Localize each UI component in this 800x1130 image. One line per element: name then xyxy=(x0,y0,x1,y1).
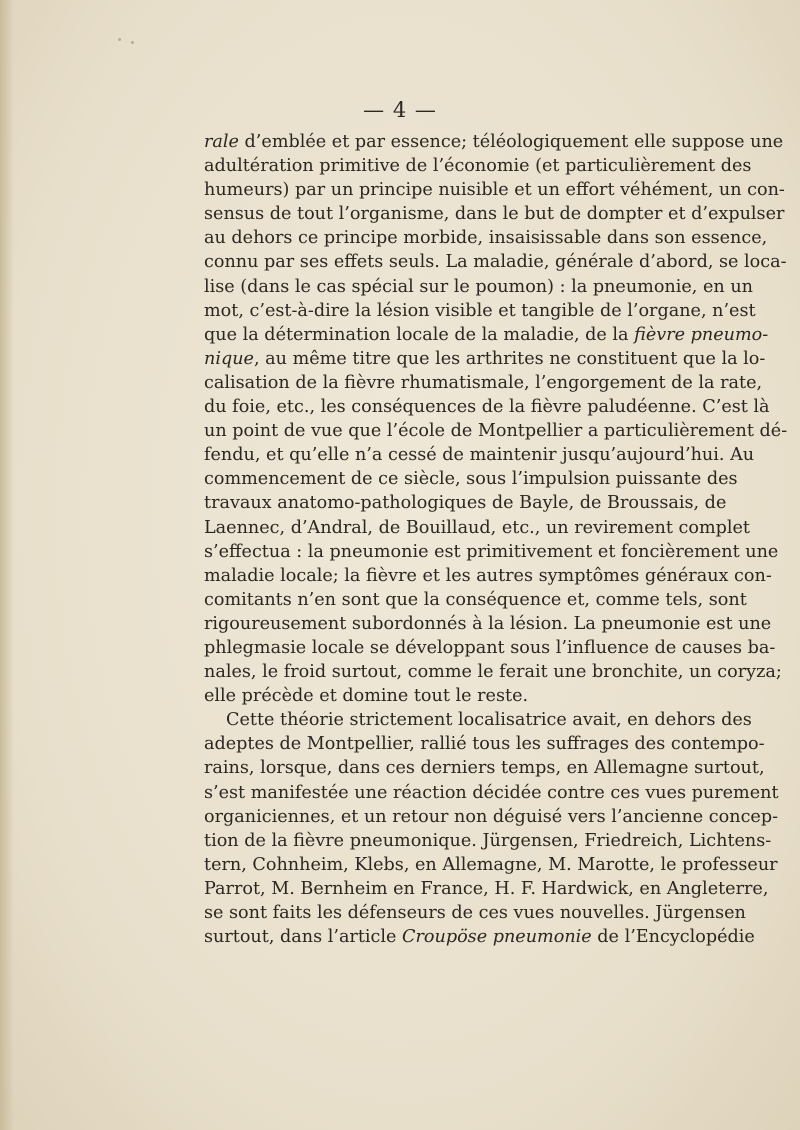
text-line: s’est manifestée une réaction décidée contre ces vues purement xyxy=(204,782,779,803)
text-line: rale d’emblée et par essence; téléologiquement elle suppose une xyxy=(204,132,784,152)
text-line: lise (dans le cas spécial sur le poumon) : la pneumonie, en un xyxy=(204,276,753,297)
text-line: Parrot, M. Bernheim en France, H. F. Hardwick, en Angleterre, xyxy=(204,878,769,899)
text-line: au dehors ce principe morbide, insaisissable dans son essence, xyxy=(204,228,768,249)
paper-speck xyxy=(118,38,121,41)
text-line: travaux anatomo-pathologiques de Bayle, de Broussais, de xyxy=(204,493,727,514)
page-number: — 4 — xyxy=(363,98,437,122)
text-line: du foie, etc., les conséquences de la fièvre paludéenne. C’est là xyxy=(204,397,770,418)
text-line: un point de vue que l’école de Montpellier a particulièrement dé- xyxy=(204,421,788,442)
text-line: maladie locale; la fièvre et les autres symptômes généraux con- xyxy=(204,565,772,586)
text-line: humeurs) par un principe nuisible et un effort véhément, un con- xyxy=(204,180,785,201)
paper-speck xyxy=(131,41,134,44)
text-line: adeptes de Montpellier, rallié tous les suffrages des contempo- xyxy=(204,734,765,755)
text-line: que la détermination locale de la maladie, de la fièvre pneumo- xyxy=(204,324,769,345)
text-line: s’effectua : la pneumonie est primitivement et foncièrement une xyxy=(204,541,779,562)
text-line: surtout, dans l’article Croupöse pneumonie de l’Encyclopédie xyxy=(204,927,755,948)
page-gutter-shadow xyxy=(0,0,14,1130)
text-line: sensus de tout l’organisme, dans le but de dompter et d’expulser xyxy=(204,204,785,225)
text-line: tion de la fièvre pneumonique. Jürgensen, Friedreich, Lichtens- xyxy=(204,830,772,851)
text-line: nique, au même titre que les arthrites ne constituent que la lo- xyxy=(204,348,766,369)
text-line: fendu, et qu’elle n’a cessé de maintenir jusqu’aujourd’hui. Au xyxy=(204,445,755,466)
text-line: nales, le froid surtout, comme le ferait une bronchite, un coryza; xyxy=(204,662,782,683)
body-text xyxy=(204,130,788,949)
text-line: calisation de la fièvre rhumatismale, l’engorgement de la rate, xyxy=(204,372,763,393)
paragraph-start-line: Cette théorie strictement localisatrice avait, en dehors des xyxy=(226,710,752,731)
text-line: comitants n’en sont que la conséquence et, comme tels, sont xyxy=(204,589,747,610)
text-line: connu par ses effets seuls. La maladie, générale d’abord, se loca- xyxy=(204,252,787,273)
text-line: phlegmasie locale se développant sous l’influence de causes ba- xyxy=(204,637,776,658)
paragraph-end-line: elle précède et domine tout le reste. xyxy=(204,686,529,707)
text-line: adultération primitive de l’économie (et particulièrement des xyxy=(204,156,752,177)
text-line: rigoureusement subordonnés à la lésion. La pneumonie est une xyxy=(204,613,772,634)
text-line: rains, lorsque, dans ces derniers temps, en Allemagne surtout, xyxy=(204,758,765,779)
text-line: Laennec, d’Andral, de Bouillaud, etc., un revirement complet xyxy=(204,517,750,538)
text-line: se sont faits les défenseurs de ces vues nouvelles. Jürgensen xyxy=(204,903,746,923)
text-line: commencement de ce siècle, sous l’impulsion puissante des xyxy=(204,469,738,490)
text-line: organiciennes, et un retour non déguisé vers l’ancienne concep- xyxy=(204,806,779,827)
text-line: tern, Cohnheim, Klebs, en Allemagne, M. Marotte, le professeur xyxy=(204,854,778,875)
text-line: mot, c’est-à-dire la lésion visible et tangible de l’organe, n’est xyxy=(204,300,756,321)
